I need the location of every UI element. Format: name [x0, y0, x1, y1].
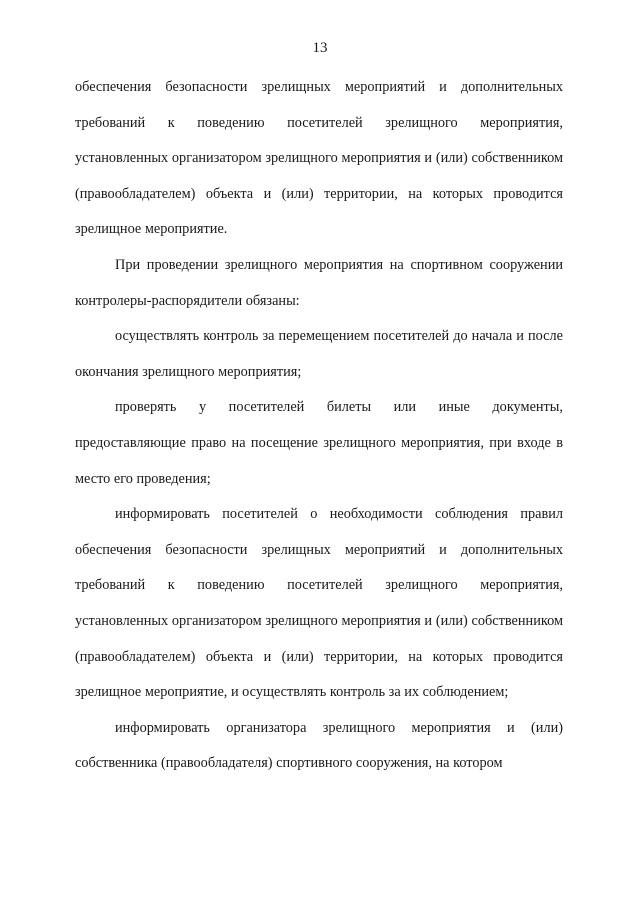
paragraph-duties-intro: При проведении зрелищного мероприятия на спортивном сооружении контролеры-распорядители обязаны: [75, 256, 563, 309]
paragraph-duty-movement-control: осуществлять контроль за перемещением посетителей до начала и после окончания зрелищного мероприятия; [75, 328, 563, 380]
paragraph-continuation: обеспечения безопасности зрелищных мероприятий и дополнительных требований к поведению посетителей зрелищного мероприятия, установленных организатором зрелищного мероприятия и (или) собственником (правообладателем) объекта и (или) территории, на которых проводится зрелищное мероприятие. [75, 79, 563, 238]
paragraph-duty-inform-visitors: информировать посетителей о необходимости соблюдения правил обеспечения безопасности зрелищных мероприятий и дополнительных требований к поведению посетителей зрелищного мероприятия, установленных организатором зрелищного мероприятия и (или) собственником (правообладателем) объекта и (или) территории, на которых проводится зрелищное мероприятие, и осуществлять контроль за их соблюдением; [75, 506, 563, 701]
paragraph-duty-ticket-check: проверять у посетителей билеты или иные документы, предоставляющие право на посещение зрелищного мероприятия, при входе в место его проведения; [75, 399, 563, 487]
paragraph-duty-inform-organizer: информировать организатора зрелищного мероприятия и (или) собственника (правообладателя) спортивного сооружения, на котором [75, 719, 563, 772]
document-body [75, 70, 563, 782]
page-number: 13 [312, 40, 328, 56]
